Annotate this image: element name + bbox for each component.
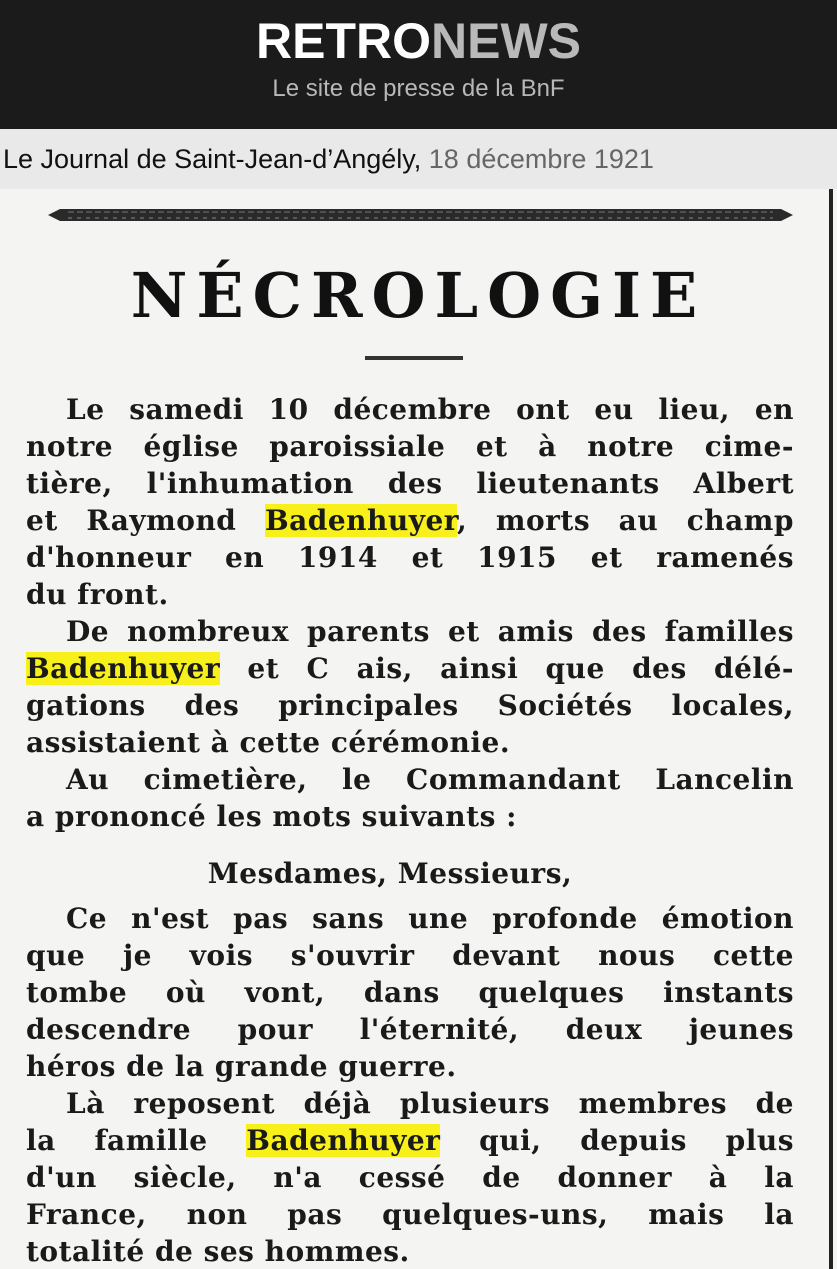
text-line: du front. — [26, 578, 169, 611]
newspaper-clipping — [0, 189, 837, 1269]
text-line: De nombreux parents et amis des familles — [66, 615, 794, 648]
text-line: tombe où vont, dans quelques instants — [26, 976, 794, 1009]
text-line: totalité de ses hommes. — [26, 1235, 410, 1268]
logo-news-text: NEWS — [431, 13, 581, 69]
text-line: d'un siècle, n'a cessé de donner à la — [26, 1161, 794, 1194]
highlighted-search-term: Badenhuyer — [246, 1124, 441, 1157]
text-line: que je vois s'ouvrir devant nous cette — [26, 939, 794, 972]
text-line: notre église paroissiale et à notre cime- — [26, 430, 794, 463]
retronews-logo[interactable] — [0, 12, 837, 70]
text-line: a prononcé les mots suivants : — [26, 800, 517, 833]
text-line: d'honneur en 1914 et 1915 et ramenés — [26, 541, 794, 574]
text-line: Le samedi 10 décembre ont eu lieu, en — [66, 393, 794, 426]
publication-date: 18 décembre 1921 — [428, 144, 654, 174]
text-line: héros de la grande guerre. — [26, 1050, 457, 1083]
publication-title-bar — [0, 129, 837, 189]
text-line — [26, 650, 794, 687]
article-body — [26, 391, 794, 1269]
text-line: descendre pour l'éternité, deux jeunes — [26, 1013, 794, 1046]
text-segment: , morts au champ — [457, 504, 794, 537]
column-rule — [829, 189, 833, 1269]
journal-name: Le Journal de Saint-Jean-d’Angély, — [3, 144, 422, 174]
text-line: Au cimetière, le Commandant Lancelin — [66, 763, 794, 796]
site-header — [0, 0, 837, 129]
text-line: Mesdames, Messieurs, — [207, 857, 573, 890]
text-line: France, non pas quelques-uns, mais la — [26, 1198, 794, 1231]
text-segment: la famille — [26, 1124, 247, 1157]
ornamental-rule — [48, 205, 793, 225]
text-line: Là reposent déjà plusieurs membres de — [66, 1087, 794, 1120]
text-line — [26, 502, 794, 539]
text-segment: et C ais, ainsi que des délé- — [220, 652, 794, 685]
text-line — [26, 1122, 794, 1159]
highlighted-search-term: Badenhuyer — [26, 652, 221, 685]
logo-retro-text: RETRO — [256, 13, 431, 69]
text-line: tière, l'inhumation des lieutenants Albert — [26, 467, 794, 500]
text-line: Ce n'est pas sans une profonde émotion — [66, 902, 794, 935]
site-tagline: Le site de presse de la BnF — [272, 75, 565, 102]
text-segment: qui, depuis plus — [440, 1124, 794, 1157]
text-line: gations des principales Sociétés locales, — [26, 689, 794, 722]
text-segment: et Raymond — [26, 504, 265, 537]
article-headline: NÉCROLOGIE — [130, 259, 707, 332]
text-line: assistaient à cette cérémonie. — [26, 726, 511, 759]
highlighted-search-term: Badenhuyer — [264, 504, 458, 537]
headline-divider — [365, 356, 463, 360]
